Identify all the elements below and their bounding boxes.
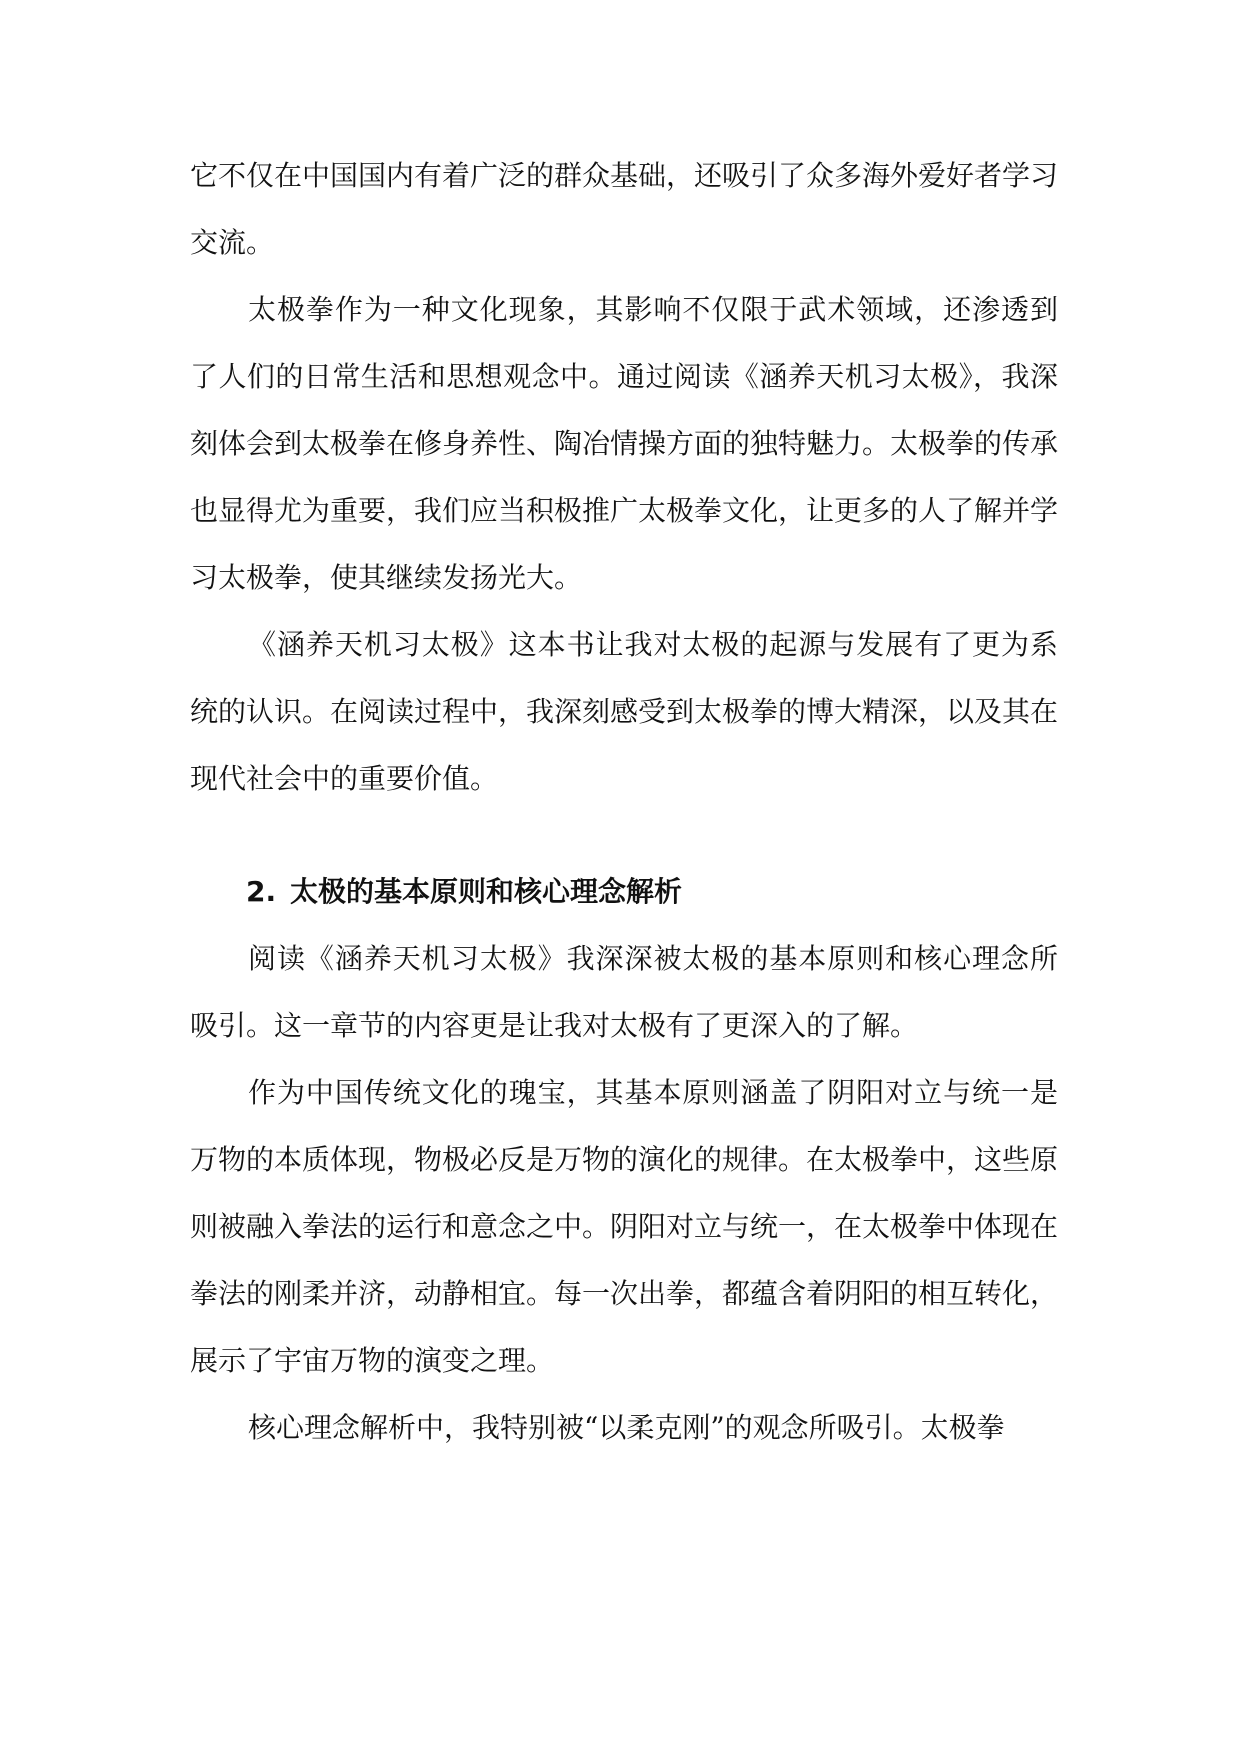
paragraph: 作为中国传统文化的瑰宝，其基本原则涵盖了阴阳对立与统一是万物的本质体现，物极必反是万物的演化的规律。在太极拳中，这些原则被融入拳法的运行和意念之中。阴阳对立与统一，在太极拳中体现在拳法的刚柔并济，动静相宜。每一次出拳，都蕴含着阴阳的相互转化，展示了宇宙万物的演变之理。 [190,1076,1059,1377]
section-title: 太极的基本原则和核心理念解析 [290,875,683,908]
paragraph: 核心理念解析中，我特别被“以柔克刚”的观念所吸引。太极拳 [248,1411,1005,1444]
document-body [190,142,1058,1461]
paragraph: 《涵养天机习太极》这本书让我对太极的起源与发展有了更为系统的认识。在阅读过程中，我深刻感受到太极拳的博大精深，以及其在现代社会中的重要价值。 [190,628,1059,795]
section-heading [190,858,1058,925]
section-number: 2. [246,875,277,908]
paragraph: 它不仅在中国国内有着广泛的群众基础，还吸引了众多海外爱好者学习交流。 [190,159,1059,259]
paragraph: 阅读《涵养天机习太极》我深深被太极的基本原则和核心理念所吸引。这一章节的内容更是让我对太极有了更深入的了解。 [190,942,1058,1042]
paragraph: 太极拳作为一种文化现象，其影响不仅限于武术领域，还渗透到了人们的日常生活和思想观念中。通过阅读《涵养天机习太极》，我深刻体会到太极拳在修身养性、陶冶情操方面的独特魅力。太极拳的传承也显得尤为重要，我们应当积极推广太极拳文化，让更多的人了解并学习太极拳，使其继续发扬光大。 [190,293,1059,594]
